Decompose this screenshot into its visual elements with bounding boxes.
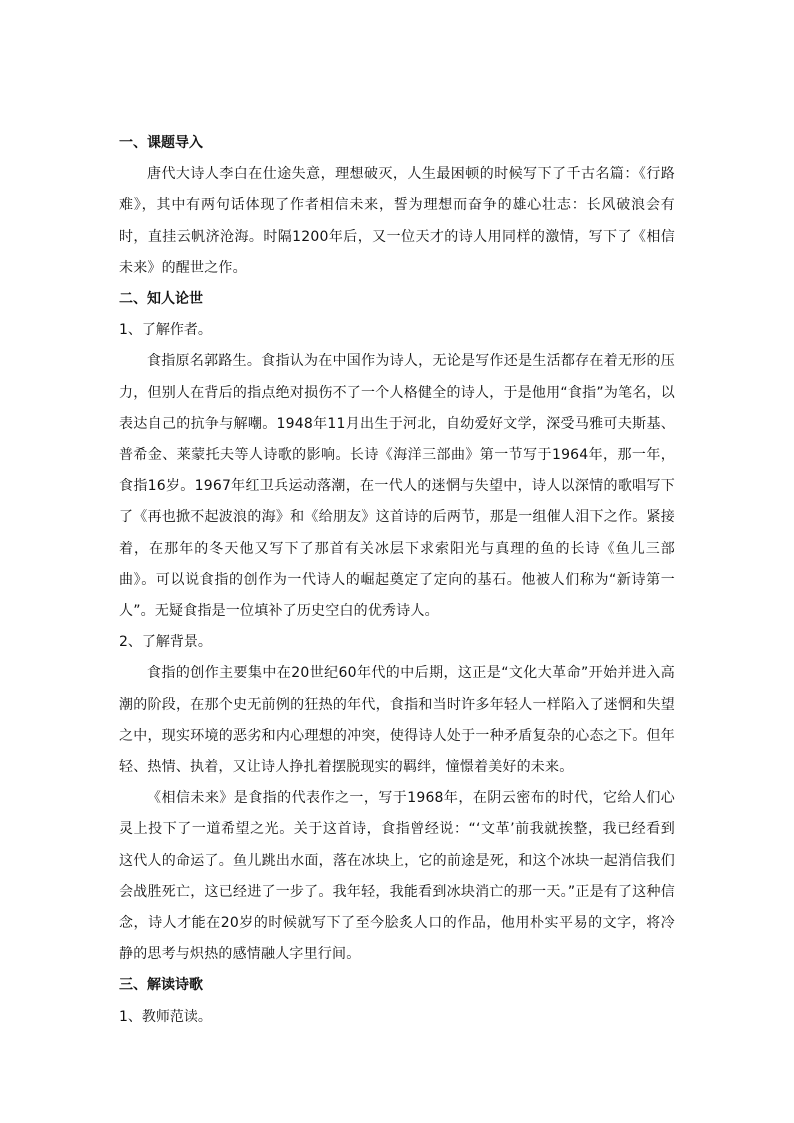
section-heading-reading: 三、解读诗歌 [119,977,203,994]
section-heading-background: 二、知人论世 [119,291,203,308]
subheading-teacher-reading: 1、教师范读。 [119,1008,212,1025]
paragraph-context-2: 《相信未来》是食指的代表作之一，写于1968年，在阴云密布的时代，它给人们心灵上投下了一道希望之光。关于这首诗，食指曾经说：“‘文革’前我就挨整，我已经看到这代人的命运了。鱼儿跳出水面，落在冰块上，它的前途是死，和这个冰块一起消信我们会战胜死亡，这已经进了一步了。我年轻，我能看到冰块消亡的那一天。”正是有了这种信念，诗人才能在20岁的时候就写下了至今脍炙人口的作品，他用朴实平易的文字，将冷静的思考与炽热的感情融人字里行间。 [119,790,675,963]
section-heading-intro: 一、课题导入 [119,135,203,151]
paragraph-author: 食指原名郭路生。食指认为在中国作为诗人，无论是写作还是生活都存在着无形的压力，但别人在背后的指点绝对损伤不了一个人格健全的诗人，于是他用“食指”为笔名，以表达自己的抗争与解嘲。1948年11月出生于河北，自幼爱好文学，深受马雅可夫斯基、普希金、莱蒙托夫等人诗歌的影响。长诗《海洋三部曲》第一节写于1964年，那一年，食指16岁。1967年红卫兵运动落潮，在一代人的迷惘与失望中，诗人以深情的歌唱写下了《再也掀不起波浪的海》和《给朋友》这首诗的后两节，那是一组催人泪下之作。紧接着，在那年的冬天他又写下了那首有关冰层下求索阳光与真理的鱼的长诗《鱼儿三部曲》。可以说食指的创作为一代诗人的崛起奠定了定向的基石。他被人们称为“新诗第一人”。无疑食指是一位填补了历史空白的优秀诗人。 [119,353,675,620]
paragraph-intro: 唐代大诗人李白在仕途失意，理想破灭，人生最困顿的时候写下了千古名篇：《行路难》，其中有两句话体现了作者相信未来，誓为理想而奋争的雄心壮志：长风破浪会有时，直挂云帆济沧海。时隔1200年后，又一位天才的诗人用同样的激情，写下了《相信未来》的醒世之作。 [119,166,675,276]
subheading-author: 1、了解作者。 [119,322,212,339]
paragraph-context-1: 食指的创作主要集中在20世纪60年代的中后期，这正是“文化大革命”开始并进入高潮的阶段，在那个史无前例的狂热的年代，食指和当时许多年轻人一样陷入了迷惘和失望之中，现实环境的恶劣和内心理想的冲突，使得诗人处于一种矛盾复杂的心态之下。但年轻、热情、执着，又让诗人挣扎着摆脱现实的羁绊，憧憬着美好的未来。 [119,665,675,776]
subheading-context: 2、了解背景。 [119,634,212,651]
